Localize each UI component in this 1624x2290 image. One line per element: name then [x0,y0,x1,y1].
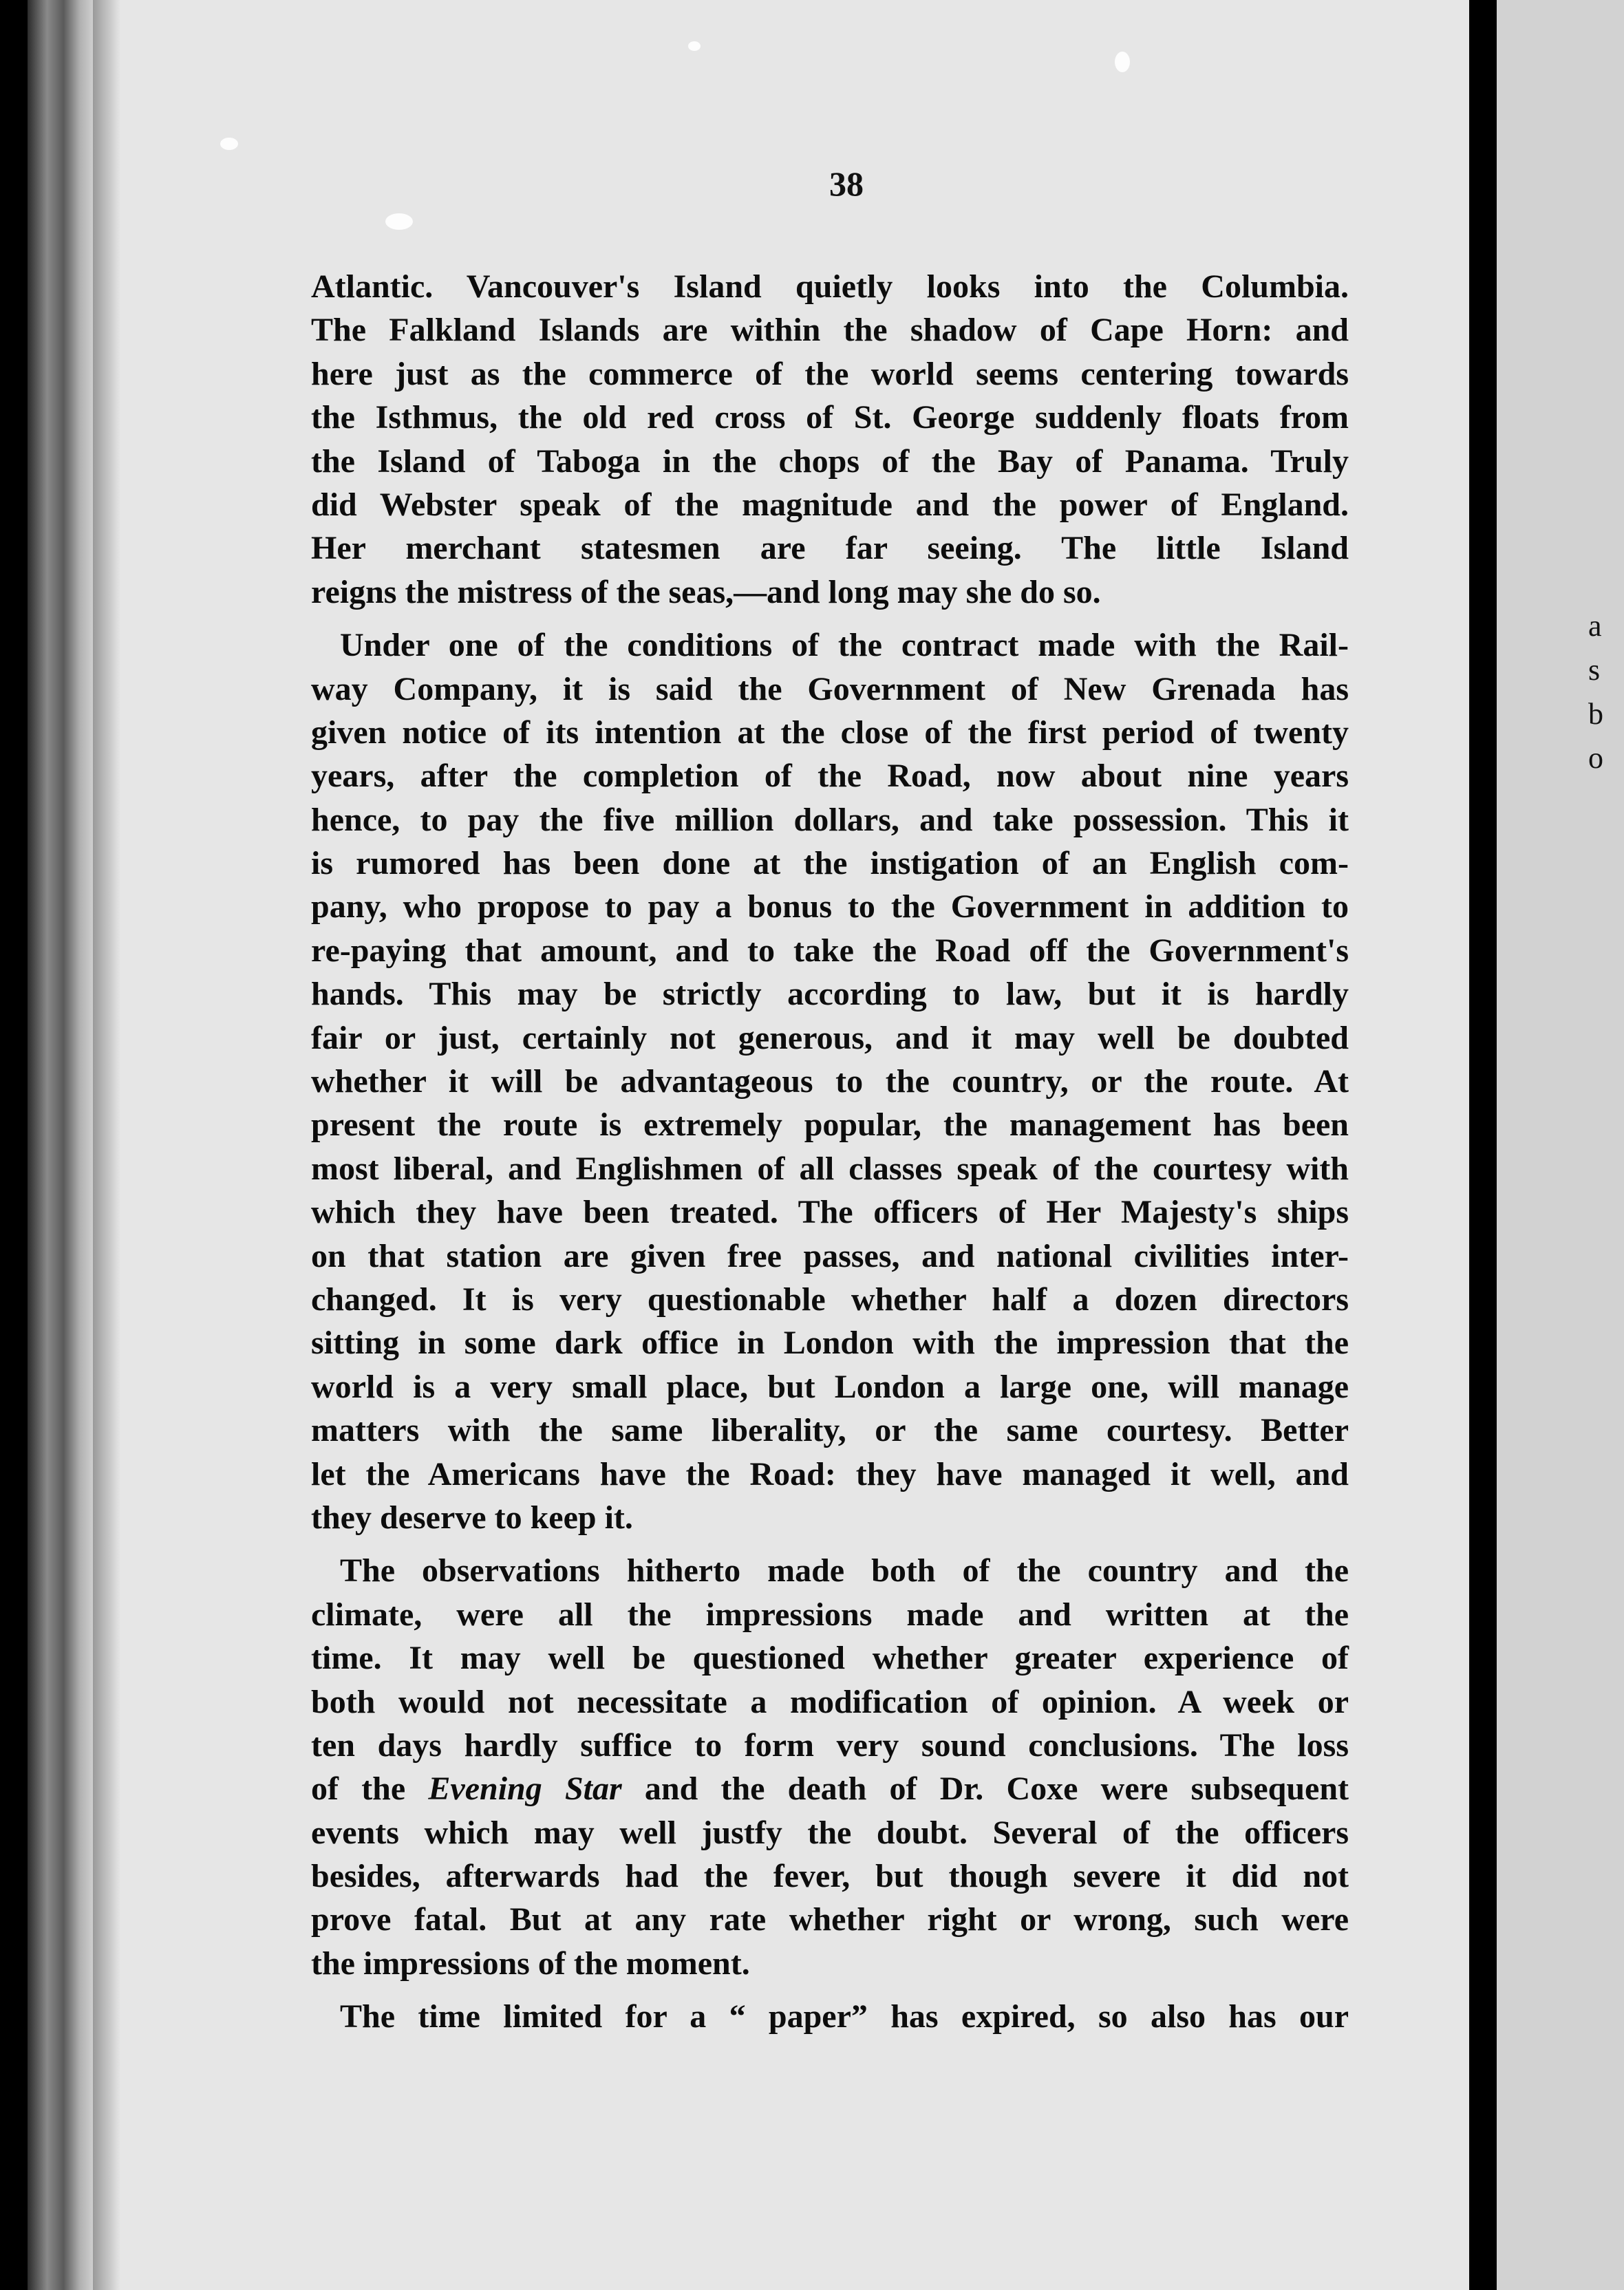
text-line: way Company, it is said the Government of New Grenada has [311,670,1349,707]
text-line: time. It may well be questioned whether greater experience of [311,1640,1349,1677]
text-line: world is a very small place, but London a large one, will manage [311,1368,1349,1405]
book-gutter [28,0,93,2290]
text-line: let the Americans have the Road: they have managed it well, and [311,1455,1349,1492]
text-line: they deserve to keep it. [311,1499,633,1536]
text-line: besides, afterwards had the fever, but though severe it did not [311,1858,1349,1895]
text-line: The observations hitherto made both of the country and the [340,1552,1349,1590]
text-line: The time limited for a “ paper” has expired, so also has our [340,1998,1349,2035]
text-line: both would not necessitate a modification of opinion. A week or [311,1683,1349,1720]
text-line: re-paying that amount, and to take the Road off the Government's [311,932,1349,969]
text-line: reigns the mistress of the seas,—and long may she do so. [311,573,1101,610]
body-text [311,265,1349,2039]
text-line: the impressions of the moment. [311,1945,750,1982]
facing-letter: a [1588,609,1602,643]
text-line: changed. It is very questionable whether half a dozen directors [311,1281,1349,1318]
text-line: pany, who propose to pay a bonus to the Government in addition to [311,888,1349,925]
text-line: did Webster speak of the magnitude and the power of England. [311,486,1349,523]
text-line: events which may well justfy the doubt. Several of the officers [311,1814,1349,1851]
text-line: hands. This may be strictly according to law, but it is hardly [311,976,1349,1013]
text-line: which they have been treated. The officers of Her Majesty's ships [311,1194,1349,1231]
text-line: sitting in some dark office in London with the impression that the [311,1325,1349,1362]
text-line: ten days hardly suffice to form very sound conclusions. The loss [311,1726,1349,1764]
text-line: matters with the same liberality, or the same courtesy. Better [311,1412,1349,1449]
page-shadow [93,0,120,2290]
facing-letter: b [1588,697,1603,731]
paragraph-gap [311,1539,1349,1549]
text-line: Atlantic. Vancouver's Island quietly looks into the Columbia. [311,268,1349,305]
ship-name-italic: Evening Star [428,1770,622,1808]
text-line: hence, to pay the five million dollars, and take possession. This it [311,801,1349,838]
text-line: climate, were all the impressions made and written at the [311,1596,1349,1633]
text-line: is rumored has been done at the instigation of an English com- [311,845,1349,882]
print-speck [220,138,238,150]
print-speck [688,41,701,51]
text-line: fair or just, certainly not generous, and it may well be doubted [311,1019,1349,1056]
page-number: 38 [829,164,864,203]
text-line: the Island of Taboga in the chops of the Bay of Panama. Truly [311,442,1349,480]
facing-letter: s [1588,653,1601,687]
text-line: The Falkland Islands are within the shadow of Cape Horn: and [311,312,1349,349]
text-line: here just as the commerce of the world seems centering towards [311,355,1349,392]
text-line: prove fatal. But at any rate whether right or wrong, such were [311,1901,1349,1938]
paragraph-gap [311,614,1349,623]
print-speck [1115,52,1130,72]
text-line: Under one of the conditions of the contract made with the Rail- [340,627,1349,664]
text-line: of the Evening Star and the death of Dr. Coxe were subsequent [311,1770,1349,1808]
print-speck [385,213,413,230]
facing-letter: o [1588,741,1603,775]
paragraph-gap [311,1985,1349,1995]
text-line: most liberal, and Englishmen of all classes speak of the courtesy with [311,1150,1349,1187]
text-line: whether it will be advantageous to the country, or the route. At [311,1063,1349,1100]
text-line: Her merchant statesmen are far seeing. The little Island [311,530,1349,567]
text-line: present the route is extremely popular, the management has been [311,1106,1349,1144]
facing-page-fragment [1588,604,1624,780]
facing-page [1497,0,1624,2290]
text-line: on that station are given free passes, and national civilities inter- [311,1237,1349,1274]
text-line: the Isthmus, the old red cross of St. George suddenly floats from [311,399,1349,436]
text-line: given notice of its intention at the close of the first period of twenty [311,714,1349,751]
text-line: years, after the completion of the Road, now about nine years [311,758,1349,795]
